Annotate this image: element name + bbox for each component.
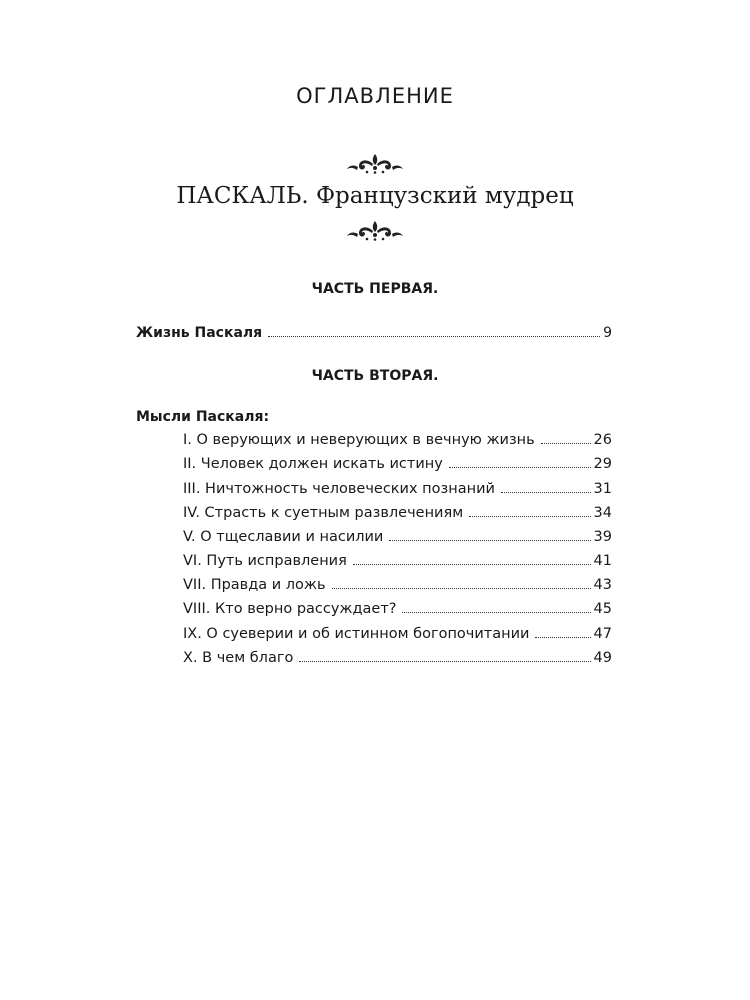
toc-entry-label: V. О тщеславии и насилии <box>183 529 384 545</box>
toc-page-number: 34 <box>593 505 612 521</box>
toc-entry-label: I. О верующих и неверующих в вечную жизнь <box>183 432 535 448</box>
section-label-thoughts: Мысли Паскаля: <box>136 409 270 425</box>
book-title: ПАСКАЛЬ. Французский мудрец <box>176 183 574 209</box>
flourish-ornament-icon <box>345 152 405 174</box>
dot-leader <box>402 611 590 613</box>
toc-page-number: 29 <box>593 456 612 472</box>
toc-entry-label: III. Ничтожность человеческих познаний <box>183 481 495 497</box>
toc-page-number: 43 <box>593 577 612 593</box>
dot-leader <box>449 466 591 468</box>
part-one-heading: ЧАСТЬ ПЕРВАЯ. <box>311 281 439 297</box>
toc-chapter-6[interactable] <box>183 550 612 572</box>
flourish-ornament-icon <box>345 219 405 241</box>
toc-chapter-1[interactable] <box>183 429 612 451</box>
toc-entry-life[interactable] <box>136 322 612 344</box>
dot-leader <box>541 442 591 444</box>
toc-page-number: 41 <box>593 553 612 569</box>
toc-page-number: 39 <box>593 529 612 545</box>
dot-leader <box>268 335 600 337</box>
ornament-bottom <box>0 219 750 245</box>
toc-chapter-3[interactable] <box>183 478 612 500</box>
toc-chapter-10[interactable] <box>183 647 612 669</box>
dot-leader <box>501 491 591 493</box>
toc-page-number: 26 <box>593 432 612 448</box>
part-two-heading: ЧАСТЬ ВТОРАЯ. <box>311 368 439 384</box>
dot-leader <box>469 515 590 517</box>
toc-entry-label: X. В чем благо <box>183 650 294 666</box>
ornament-top <box>0 152 750 178</box>
toc-entry-label: VIII. Кто верно рассуждает? <box>183 601 397 617</box>
toc-chapter-2[interactable] <box>183 453 612 475</box>
toc-page-number: 45 <box>593 601 612 617</box>
dot-leader <box>332 587 591 589</box>
page-heading: ОГЛАВЛЕНИЕ <box>296 84 454 108</box>
toc-chapter-4[interactable] <box>183 502 612 524</box>
dot-leader <box>299 660 590 662</box>
toc-entry-label: II. Человек должен искать истину <box>183 456 443 472</box>
toc-page-number: 31 <box>593 481 612 497</box>
dot-leader <box>535 636 590 638</box>
toc-entry-label: VII. Правда и ложь <box>183 577 326 593</box>
toc-chapter-7[interactable] <box>183 574 612 596</box>
toc-entry-label: VI. Путь исправления <box>183 553 347 569</box>
dot-leader <box>353 563 591 565</box>
toc-page-number: 47 <box>593 626 612 642</box>
toc-chapter-5[interactable] <box>183 526 612 548</box>
toc-chapter-9[interactable] <box>183 623 612 645</box>
toc-entry-label: IV. Страсть к суетным развлечениям <box>183 505 464 521</box>
dot-leader <box>389 539 590 541</box>
toc-page-number: 49 <box>593 650 612 666</box>
toc-entry-label: IX. О суеверии и об истинном богопочитании <box>183 626 530 642</box>
toc-entry-label: Жизнь Паскаля <box>136 325 263 341</box>
toc-page-number: 9 <box>603 325 612 341</box>
toc-chapter-8[interactable] <box>183 598 612 620</box>
